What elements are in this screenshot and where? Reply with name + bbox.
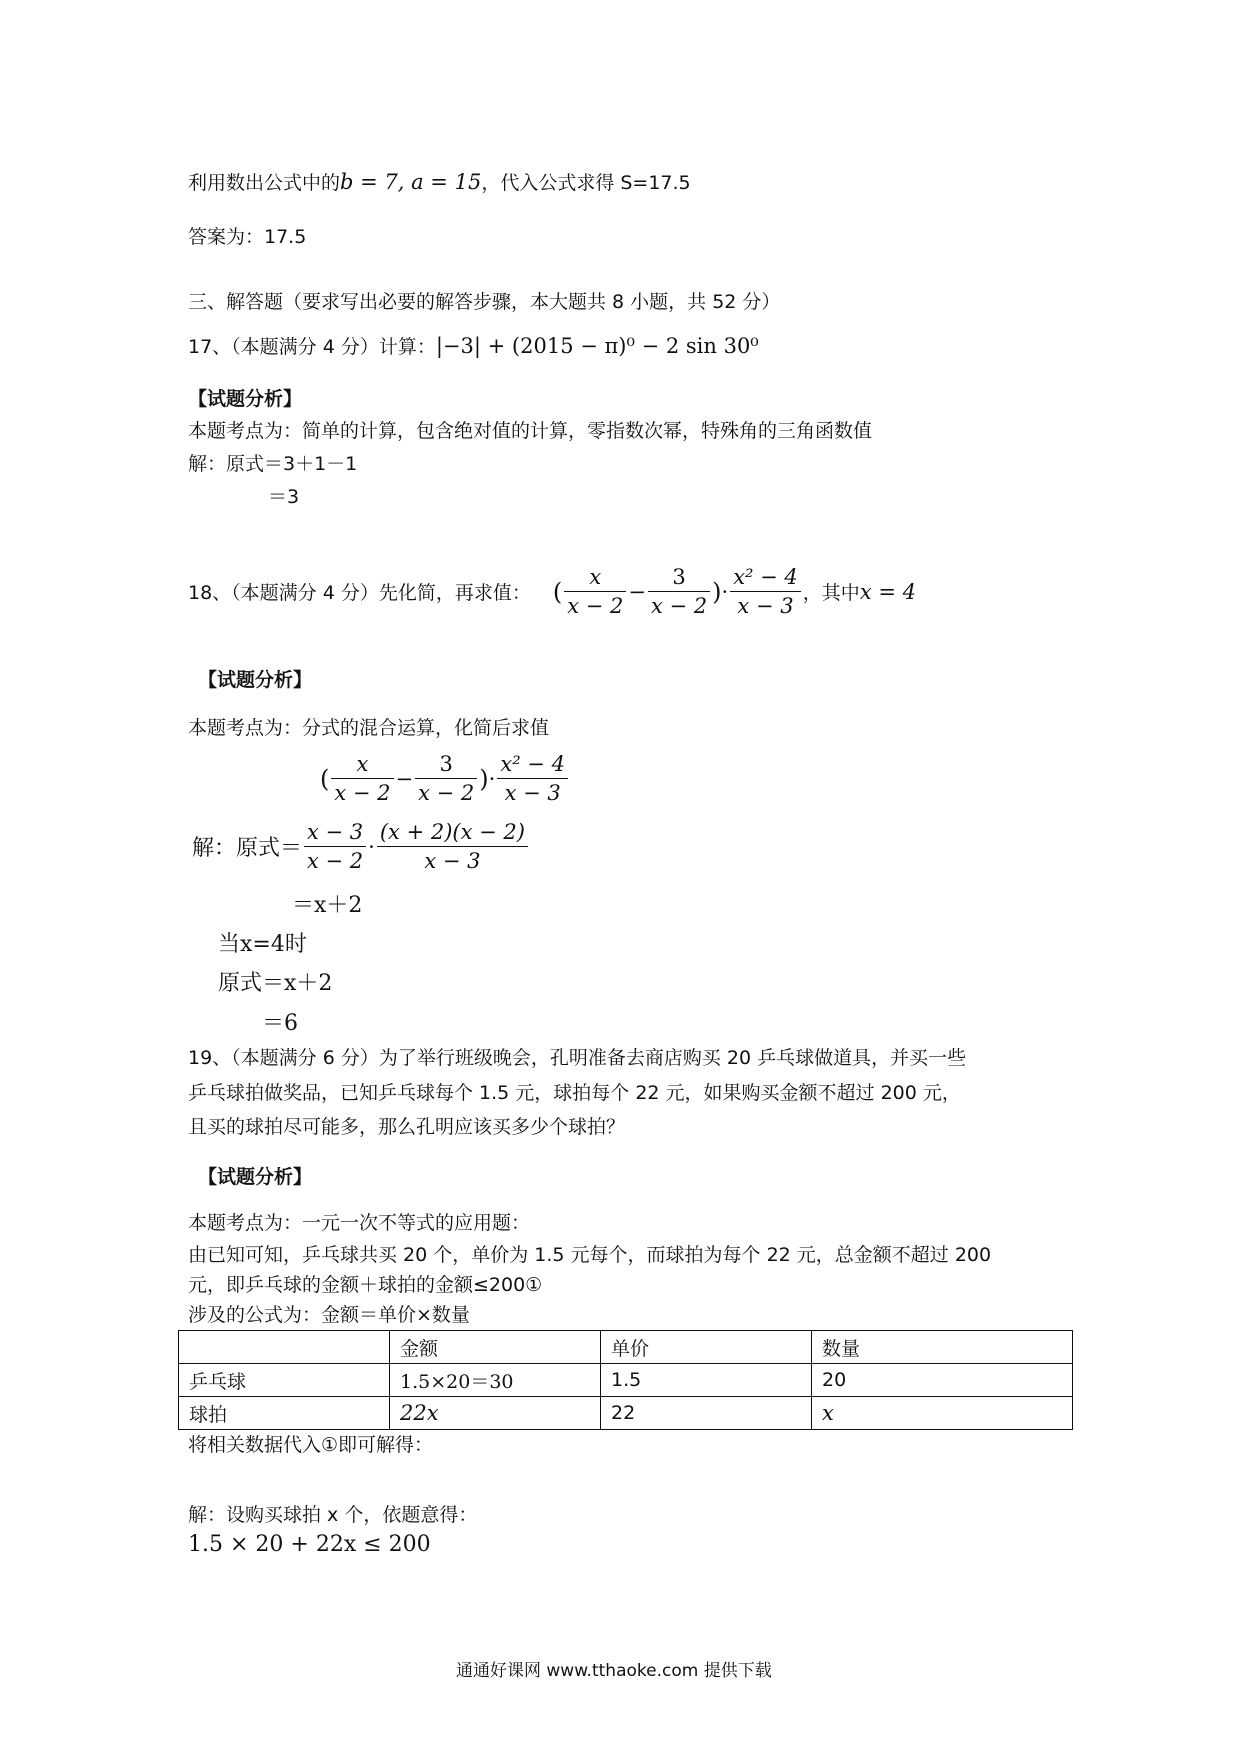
- denominator: x − 2: [307, 849, 364, 874]
- math-expression: b = 7, a = 15: [340, 170, 482, 194]
- solution-step: ＝6: [262, 1011, 298, 1036]
- numerator: x: [331, 752, 393, 779]
- denominator: x − 2: [418, 781, 475, 806]
- denominator: x − 2: [651, 594, 708, 619]
- operator: ·: [488, 766, 496, 791]
- question-19-line: 且买的球拍尽可能多，那么孔明应该买多少个球拍？: [188, 1116, 626, 1138]
- fraction: [415, 752, 477, 805]
- denominator: x − 3: [424, 849, 481, 874]
- data-table: [178, 1330, 1073, 1430]
- table-cell: 球拍: [179, 1397, 390, 1430]
- table-row: [179, 1364, 1073, 1397]
- question-19-line: 乒乓球拍做奖品，已知乒乓球每个 1.5 元，球拍每个 22 元，如果购买金额不超过 200 元，: [188, 1082, 961, 1104]
- operator: ·: [368, 834, 375, 859]
- original-expression: [320, 752, 570, 805]
- operator: ·: [721, 579, 729, 604]
- operator: −: [395, 766, 414, 791]
- numerator: x: [564, 565, 626, 592]
- denominator: x − 3: [737, 594, 794, 619]
- analysis-label-17: 【试题分析】: [188, 388, 303, 410]
- analysis-label-18: 【试题分析】: [198, 669, 313, 691]
- table-cell: 1.5: [601, 1364, 812, 1397]
- given-line: 由已知可知，乒乓球共买 20 个，单价为 1.5 元每个，而球拍为每个 22 元，总金额不超过 200: [188, 1244, 992, 1266]
- text-line-formula-values: [188, 168, 691, 195]
- fraction: [377, 820, 528, 873]
- math-expression: x = 4: [859, 579, 916, 604]
- section-heading: 三、解答题（要求写出必要的解答步骤，本大题共 8 小题，共 52 分）: [188, 291, 781, 313]
- question-text: ，其中: [802, 582, 860, 605]
- question-text: 17、（本题满分 4 分）计算：: [188, 336, 436, 358]
- text-segment: ，代入公式求得 S=17.5: [481, 172, 691, 194]
- solution-label: 解：原式＝: [192, 836, 303, 862]
- knowledge-point-17: 本题考点为：简单的计算，包含绝对值的计算，零指数次幂，特殊角的三角函数值: [188, 420, 873, 442]
- numerator: x² − 4: [497, 752, 568, 779]
- question-17: [188, 332, 759, 359]
- numerator: x − 3: [304, 820, 366, 847]
- knowledge-point-19: 本题考点为：一元一次不等式的应用题：: [188, 1212, 531, 1234]
- substitute-line: 将相关数据代入①即可解得：: [188, 1434, 434, 1456]
- question-19-line: 19、（本题满分 6 分）为了举行班级晚会，孔明准备去商店购买 20 乒乓球做道具，并买一些: [188, 1047, 967, 1069]
- solution-step: ＝x＋2: [292, 893, 363, 918]
- paren: ): [712, 577, 722, 606]
- table-cell: 22: [601, 1397, 812, 1430]
- table-cell: 乒乓球: [179, 1364, 390, 1397]
- math-expression: |−3| + (2015 − π)⁰ − 2 sin 30⁰: [435, 334, 759, 358]
- paren: ): [479, 764, 489, 793]
- denominator: x − 2: [334, 781, 391, 806]
- numerator: x² − 4: [730, 565, 801, 592]
- numerator: 3: [415, 752, 477, 779]
- knowledge-point-18: 本题考点为：分式的混合运算，化简后求值: [188, 717, 550, 739]
- fraction: [564, 565, 626, 618]
- denominator: x − 3: [504, 781, 561, 806]
- table-cell: 数量: [812, 1331, 1073, 1364]
- answer-line: 答案为：17.5: [188, 226, 307, 248]
- fraction: [331, 752, 393, 805]
- inequality: 1.5 × 20 + 22x ≤ 200: [188, 1532, 431, 1557]
- operator: −: [628, 579, 646, 604]
- table-cell: 1.5×20＝30: [390, 1364, 601, 1397]
- table-row: [179, 1397, 1073, 1430]
- table-cell: 金额: [390, 1331, 601, 1364]
- numerator: (x + 2)(x − 2): [377, 820, 528, 847]
- analysis-label-19: 【试题分析】: [198, 1166, 313, 1188]
- text-segment: 利用数出公式中的: [188, 172, 341, 194]
- paren: (: [552, 577, 563, 606]
- page-footer: 通通好课网 www.tthaoke.com 提供下载: [456, 1661, 772, 1681]
- table-cell: [179, 1331, 390, 1364]
- solution-line: ＝3: [268, 486, 300, 508]
- table-cell: 22x: [390, 1397, 601, 1430]
- table-header-row: [179, 1331, 1073, 1364]
- formula-line: 涉及的公式为：金额＝单价×数量: [188, 1304, 470, 1326]
- fraction: [497, 752, 568, 805]
- fraction: [304, 820, 366, 873]
- table-cell: x: [812, 1397, 1073, 1430]
- denominator: x − 2: [567, 594, 624, 619]
- solution-step: 原式＝x＋2: [218, 971, 333, 996]
- question-18: [188, 565, 916, 618]
- question-text: 18、（本题满分 4 分）先化简，再求值：: [188, 582, 531, 605]
- table-cell: 单价: [601, 1331, 812, 1364]
- fraction-expression: [553, 565, 803, 618]
- table-cell: 20: [812, 1364, 1073, 1397]
- solution-step: [192, 820, 530, 873]
- solution-line: 解：设购买球拍 x 个，依题意得：: [188, 1504, 478, 1526]
- solution-step: 当x=4时: [218, 932, 307, 957]
- fraction: [730, 565, 801, 618]
- fraction: [648, 565, 710, 618]
- fraction-expression: [302, 820, 530, 873]
- numerator: 3: [648, 565, 710, 592]
- given-line: 元，即乒乓球的金额＋球拍的金额≤200①: [188, 1274, 543, 1296]
- paren: (: [320, 764, 330, 793]
- solution-line: 解：原式＝3＋1－1: [188, 453, 358, 475]
